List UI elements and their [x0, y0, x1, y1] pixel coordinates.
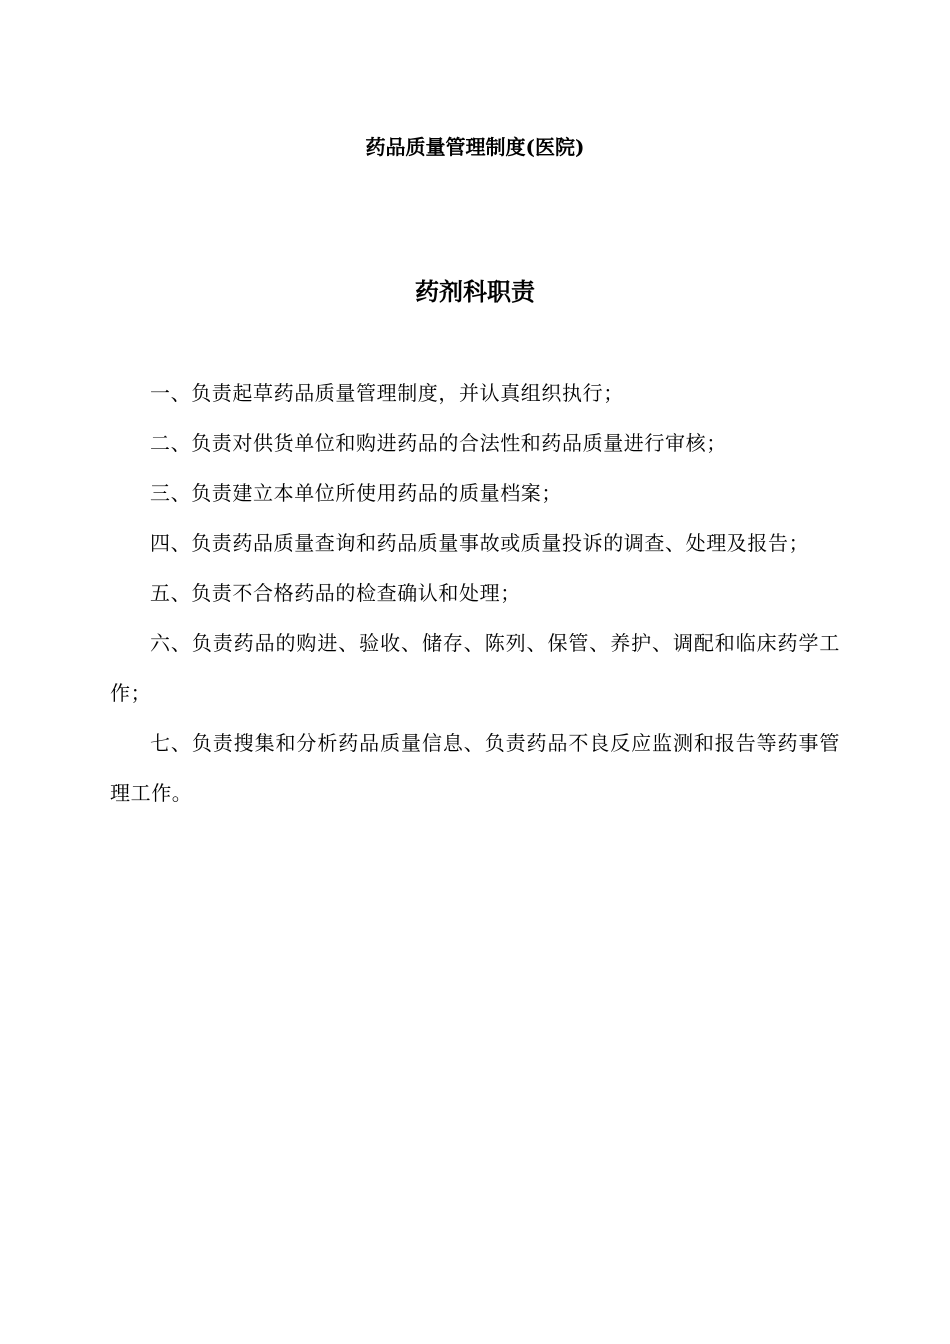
duty-item: 六、负责药品的购进、验收、储存、陈列、保管、养护、调配和临床药学工作；: [110, 631, 840, 705]
document-title: 药品质量管理制度(医院): [365, 135, 585, 159]
duty-item: 二、负责对供货单位和购进药品的合法性和药品质量进行审核；: [150, 431, 727, 455]
duty-item: 五、负责不合格药品的检查确认和处理；: [150, 581, 521, 605]
duty-item: 三、负责建立本单位所使用药品的质量档案；: [150, 481, 562, 505]
section-title: 药剂科职责: [415, 277, 535, 306]
duty-item: 一、负责起草药品质量管理制度，并认真组织执行；: [150, 381, 624, 405]
duties-list: [110, 368, 840, 818]
duty-item: 七、负责搜集和分析药品质量信息、负责药品不良反应监测和报告等药事管理工作。: [110, 731, 840, 805]
duty-item: 四、负责药品质量查询和药品质量事故或质量投诉的调查、处理及报告；: [150, 531, 810, 555]
